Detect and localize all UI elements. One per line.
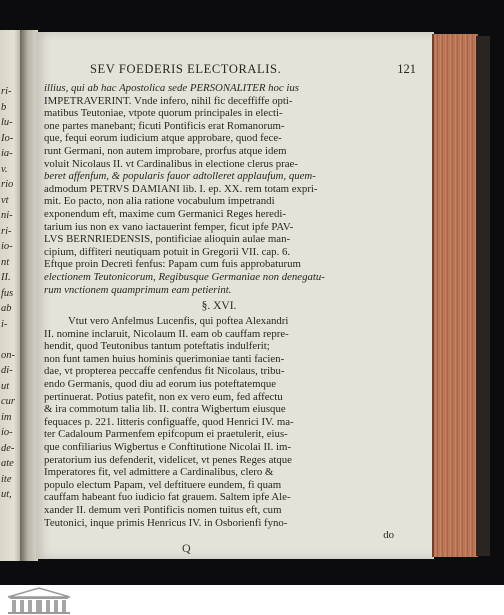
margin-fragment: ate	[1, 458, 14, 469]
text-line: fequaces p. 221. litteris configuaffe, quod Henrici IV. ma-	[44, 415, 294, 428]
text-line: hendit, quod Teutonibus tantum poteftatis indulferit;	[44, 340, 270, 353]
text-line: dae, vt propterea peccaffe cenfendus fit Nicolaus, tribu-	[44, 365, 285, 378]
text-line: mit. Eo pacto, non alia ratione vocabulum impetrandi	[44, 195, 275, 208]
text-line: cauffam habeant fuo iudicio fat grauem. Saltem ipfe Ale-	[44, 491, 291, 504]
signature-mark: Q	[182, 540, 191, 555]
text-line: rum vnctionem quamprimum eam petierint.	[44, 283, 232, 296]
text-line: populo electum Papam, vel deftituere eundem, fi quam	[44, 478, 282, 491]
text-line: endo Germanis, quod diu ad eorum ius poteftatemque	[44, 378, 277, 391]
margin-fragment: rio	[1, 179, 14, 190]
running-head	[76, 62, 416, 78]
text-line: beret affenfum, & popularis fauor adtolleret applaufum, quem-	[44, 170, 316, 183]
margin-fragment: ut,	[1, 489, 12, 500]
margin-fragment: ri-	[1, 225, 12, 237]
margin-fragment: lu-	[1, 117, 13, 128]
text-line: Vtut vero Anfelmus Lucenfis, qui poftea Alexandri	[68, 315, 289, 328]
text-line: one partes manebant; ficuti Pontificis erat Romanorum-	[44, 119, 285, 132]
page-block-edge	[432, 34, 478, 557]
text-line: peratorium ius defenderit, videlicet, vt penes Reges atque	[44, 453, 292, 466]
margin-fragment: ri-	[1, 86, 12, 97]
text-line: pertinuerat. Potius patefit, non ex vero eum, fed affectu	[44, 390, 283, 403]
text-line: runt Germani, non autem improbare, prorfus atque idem	[44, 144, 287, 157]
text-line: Eftque proin Decreti fenfus: Papam cum fuis approbaturum	[44, 258, 301, 271]
margin-fragment: v.	[1, 163, 8, 175]
text-line: que, fequi eorum iudicium atque approbare, quod fece-	[44, 132, 282, 145]
margin-fragment: on-	[1, 349, 15, 361]
text-line: xander II. demum veri Pontificis nomen tuitus eft, cum	[44, 504, 282, 516]
margin-fragment: Io-	[1, 132, 14, 144]
text-line: Imperatores fit, vel admittere a Cardinalibus, clero &	[44, 466, 274, 479]
text-line: tarium ius non ex vano iactauerint femper, ficut ipfe PAV-	[44, 220, 294, 233]
text-line: LVS BERNRIEDENSIS, pontificiae alioquin aulae man-	[44, 233, 291, 246]
margin-fragment: b	[1, 101, 7, 113]
margin-fragment: fus	[1, 287, 14, 299]
text-line: non funt tamen huius hominis querimoniae tanti facien-	[44, 352, 285, 365]
text-line: exponendum eft, maxime cum Germanici Reges heredi-	[44, 207, 286, 220]
text-line: illius, qui ab hac Apostolica sede PERSONALITER hoc ius	[44, 82, 300, 94]
text-line: electionem Teutonicorum, Regibusque Germaniae non denegatu-	[44, 270, 325, 283]
margin-fragment: ia-	[1, 148, 13, 159]
margin-fragment: vt	[1, 194, 9, 206]
margin-fragment: ite	[1, 473, 12, 485]
margin-fragment: ab	[1, 303, 12, 314]
margin-fragment: i-	[1, 318, 8, 330]
text-line: II. nomine inclaruit, Nicolaum II. eam ob cauffam repre-	[44, 327, 289, 340]
page-body	[44, 82, 394, 554]
margin-fragment: II.	[1, 272, 11, 283]
text-line: que confiliarius Wigbertus e Conftitutione Nicolai II. im-	[44, 441, 292, 454]
margin-fragment: cur	[1, 396, 15, 407]
margin-fragment: di-	[1, 365, 13, 376]
margin-fragment: ni-	[1, 210, 13, 221]
text-line: admodum PETRVS DAMIANI lib. I. ep. XX. rem totam expri-	[44, 182, 318, 195]
text-line: Teutonici, inque primis Henricus IV. in Osborienfi fyno-	[44, 516, 288, 529]
text-line: ter Cadaloum Parmenfem epifcopum ei praetulerit, eius-	[44, 428, 288, 441]
margin-fragment: nt	[1, 256, 10, 268]
margin-fragment: io-	[1, 241, 13, 252]
running-head-title: SEV FOEDERIS ELECTORALIS.	[90, 62, 282, 76]
margin-fragment: io-	[1, 427, 13, 438]
margin-fragment: im	[1, 411, 12, 423]
text-line: cipium, diffiteri neutiquam potuit in Gregorii VII. cap. 6.	[44, 245, 291, 258]
text-line: voluit Nicolaus II. vt Cardinalibus in electione clerus prae-	[44, 157, 298, 170]
section-heading: §. XVI.	[201, 300, 237, 313]
viewer-footer	[0, 585, 504, 615]
facing-page-edge	[0, 30, 20, 561]
margin-fragment: ut	[1, 380, 10, 392]
library-logo-icon[interactable]	[2, 585, 76, 615]
catchword: do	[383, 529, 394, 542]
text-line: & ira commotum talia lib. II. contra Wigbertum eiusque	[44, 403, 286, 416]
text-line: matibus Teutoniae, vtpote quorum principales in electi-	[44, 107, 283, 120]
page-number: 121	[397, 62, 416, 76]
margin-fragment: de-	[1, 442, 15, 454]
cover-edge	[476, 36, 490, 556]
text-line: IMPETRAVERINT. Vnde infero, nihil fic deceffiffe opti-	[44, 94, 293, 107]
